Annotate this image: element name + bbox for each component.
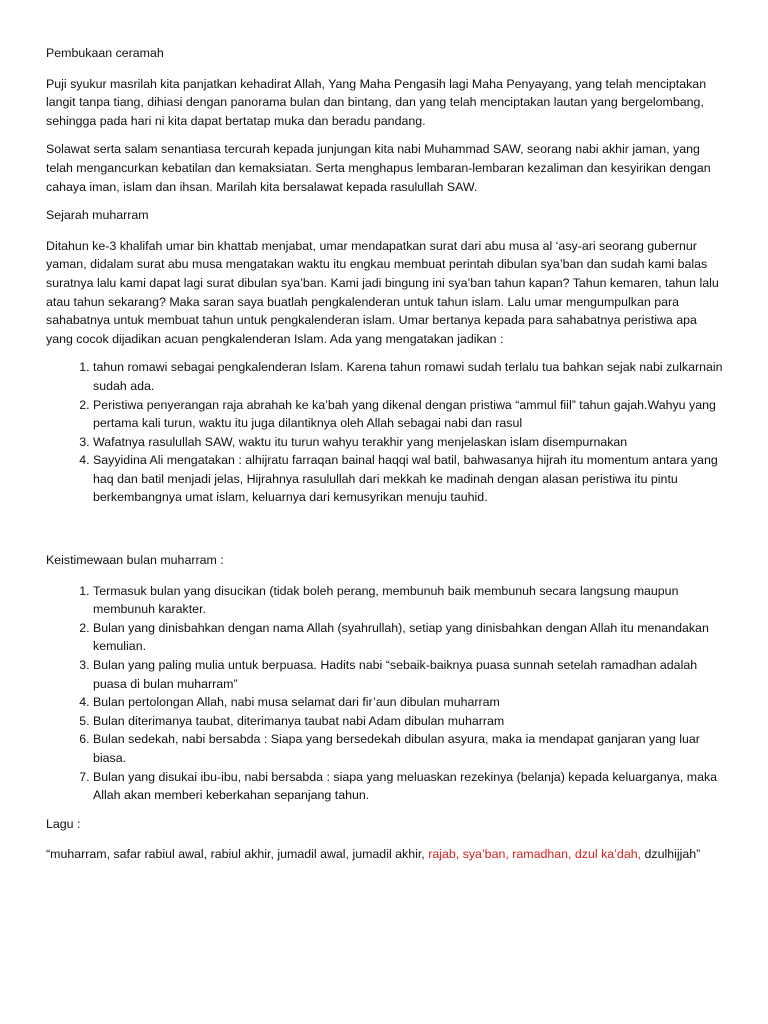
heading-history: Sejarah muharram	[46, 208, 149, 223]
paragraph-history: Ditahun ke-3 khalifah umar bin khattab menjabat, umar mendapatkan surat dari abu musa al ‘asy-ari seorang gubernur yaman, didalam surat abu musa mengatakan waktu itu engkau membuat perintah dibulan sya’ban dan sudah kami balas suratnya lalu kami dapat lagi surat dibulan sya’ban. Kami jadi bingung ini sya’ban tahun kapan? Tahun kemaren, tahun lalu atau tahun sekarang? Maka saran saya buatlah pengkalenderan untuk tahun islam. Lalu umar mengumpulkan para sahabatnya untuk membuat tahun untuk pengkalenderan islam. Umar bertanya kepada para sahabatnya peristiwa apa yang cocok dijadikan acuan pengkalenderan Islam. Ada yang mengatakan jadikan :	[46, 238, 719, 346]
list-item: 7. Bulan yang disukai ibu-ibu, nabi bersabda : siapa yang meluaskan rezekinya (belanja) kepada keluarganya, maka Allah akan memberi keberkahan sepanjang tahun.	[93, 768, 726, 805]
heading-virtues: Keistimewaan bulan muharram :	[46, 553, 224, 568]
song-text-red: rajab, sya’ban, ramadhan, dzul ka’dah,	[428, 847, 642, 862]
paragraph-praise: Puji syukur masrilah kita panjatkan kehadirat Allah, Yang Maha Pengasih lagi Maha Penyayang, yang telah menciptakan langit tanpa tiang, dihiasi dengan panorama bulan dan bintang, dan yang telah menciptakan lautan yang bergelombang, sehingga pada hari ni kita dapat bertatap muka dan beradu pandang.	[46, 76, 707, 128]
list-item: 3. Bulan yang paling mulia untuk berpuasa. Hadits nabi “sebaik-baiknya puasa sunnah setelah ramadhan adalah puasa di bulan muharram”	[93, 656, 726, 693]
list-item: 2. Peristiwa penyerangan raja abrahah ke ka’bah yang dikenal dengan pristiwa “ammul fiil” tahun gajah.Wahyu yang pertama kali turun, waktu itu juga dilantiknya oleh Allah sebagai nabi dan rasul	[93, 396, 726, 433]
song-text-end: dzulhijjah”	[641, 847, 701, 862]
song-text-black: “muharram, safar rabiul awal, rabiul akhir, jumadil awal, jumadil akhir,	[46, 847, 429, 862]
list-item: 4. Bulan pertolongan Allah, nabi musa selamat dari fir’aun dibulan muharram	[93, 693, 726, 712]
list-item: 2. Bulan yang dinisbahkan dengan nama Allah (syahrullah), setiap yang dinisbahkan dengan Allah itu menandakan kemulian.	[93, 619, 726, 656]
heading-song: Lagu :	[46, 816, 81, 831]
list-item: 1. Termasuk bulan yang disucikan (tidak boleh perang, membunuh baik membunuh secara langsung maupun membunuh karakter.	[93, 582, 726, 619]
history-list	[46, 358, 726, 507]
list-item: 1. tahun romawi sebagai pengkalenderan Islam. Karena tahun romawi sudah terlalu tua bahkan sejak nabi zulkarnain sudah ada.	[93, 358, 726, 395]
spacer	[46, 517, 726, 551]
list-item: 3. Wafatnya rasulullah SAW, waktu itu turun wahyu terakhir yang menjelaskan islam disempurnakan	[93, 433, 726, 452]
song-lyrics	[46, 845, 726, 864]
list-item: 6. Bulan sedekah, nabi bersabda : Siapa yang bersedekah dibulan asyura, maka ia mendapat ganjaran yang luar biasa.	[93, 730, 726, 767]
list-item: 4. Sayyidina Ali mengatakan : alhijratu farraqan bainal haqqi wal batil, bahwasanya hijrah itu momentum antara yang haq dan batil menjadi jelas, Hijrahnya rasulullah dari mekkah ke madinah dengan alasan peristiwa itu pintu berkembangnya umat islam, keluarnya dari kemusyrikan menuju tauhid.	[93, 451, 726, 507]
virtues-list	[46, 582, 726, 805]
paragraph-salawat: Solawat serta salam senantiasa tercurah kepada junjungan kita nabi Muhammad SAW, seorang nabi akhir jaman, yang telah mengancurkan kebatilan dan kemaksiatan. Serta menghapus lembaran-lembaran kezaliman dan kesyirikan dengan cahaya iman, islam dan ihsan. Marilah kita bersalawat kepada rasulullah SAW.	[46, 142, 711, 194]
document-page	[46, 44, 726, 874]
heading-opening: Pembukaan ceramah	[46, 46, 164, 60]
list-item: 5. Bulan diterimanya taubat, diterimanya taubat nabi Adam dibulan muharram	[93, 712, 726, 731]
